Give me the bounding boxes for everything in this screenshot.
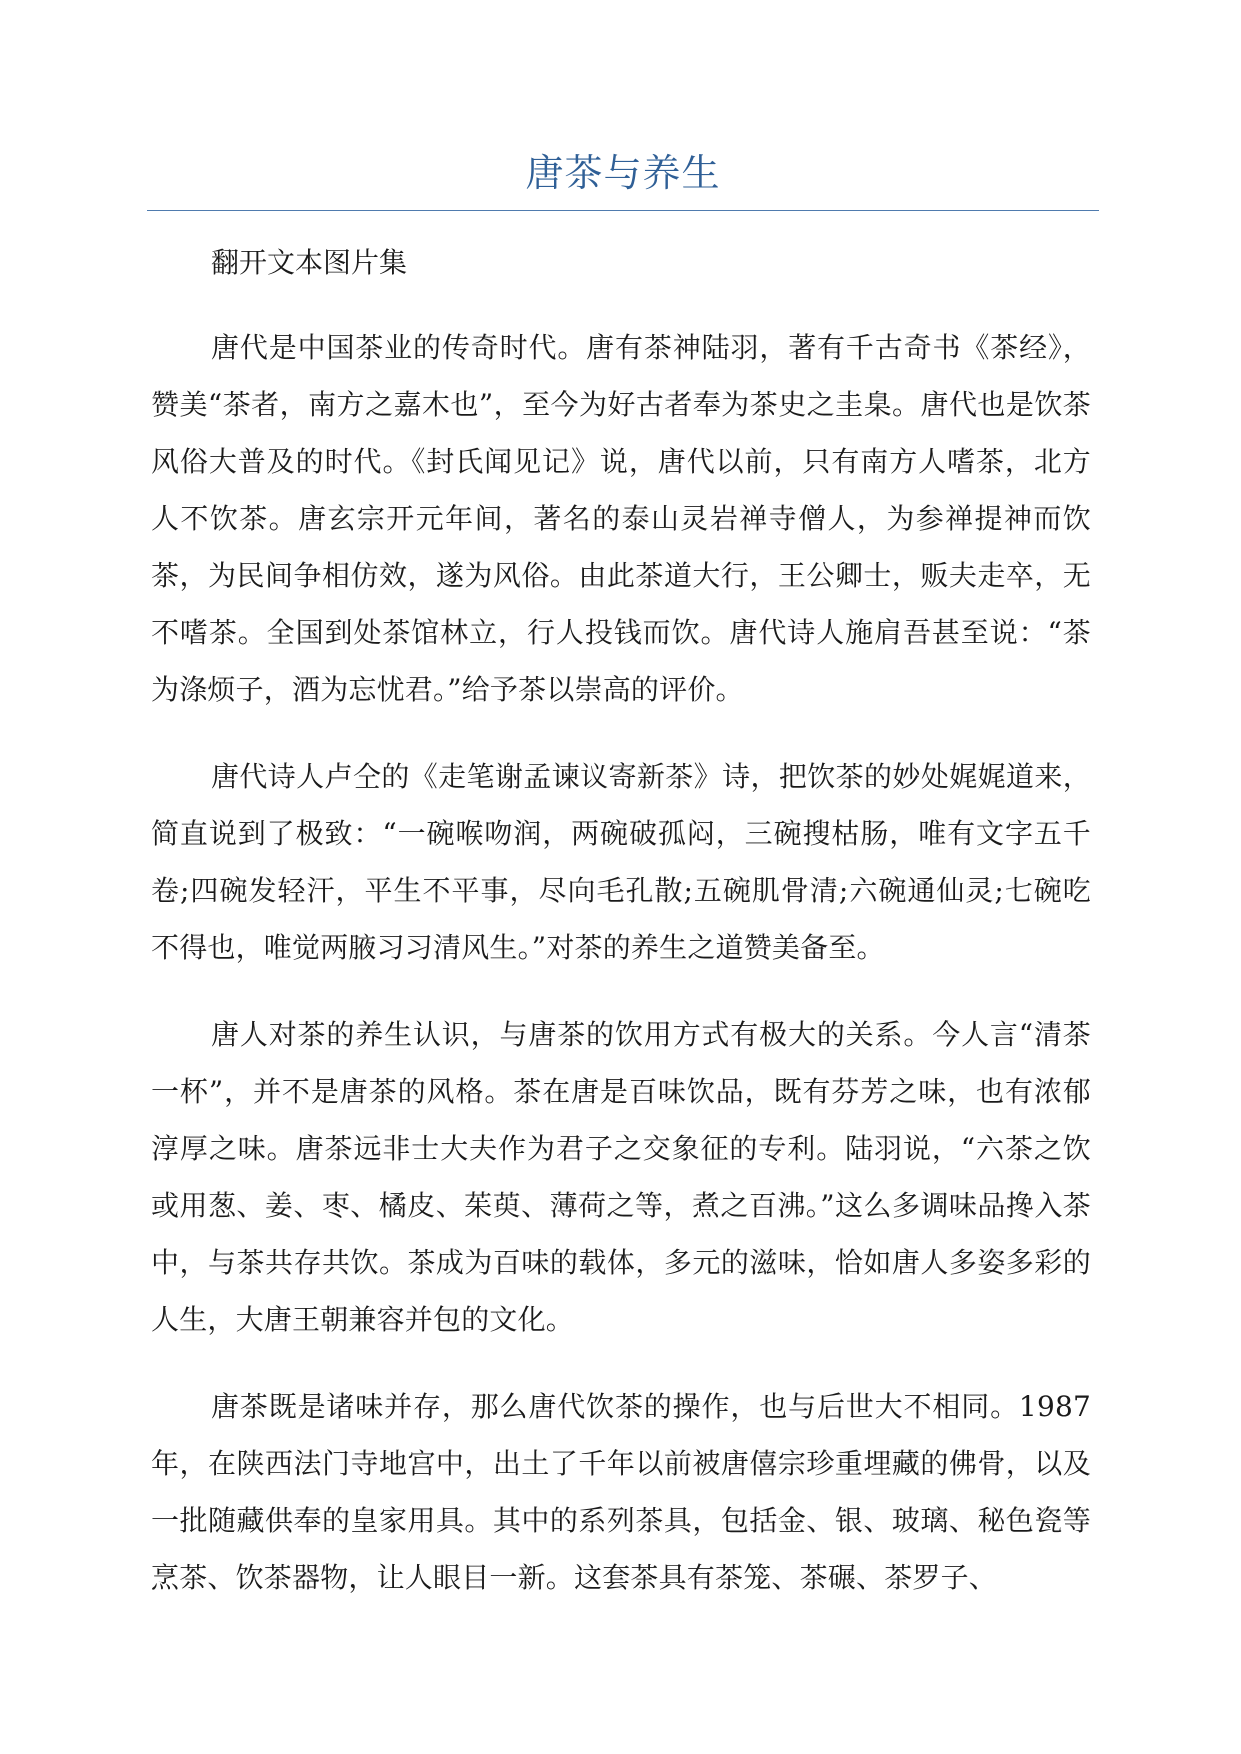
title-block: [147, 146, 1099, 211]
document-body: [151, 234, 1091, 1636]
page-title: 唐茶与养生: [525, 151, 721, 195]
paragraph-3: 唐人对茶的养生认识，与唐茶的饮用方式有极大的关系。今人言“清茶一杯”，并不是唐茶的风格。茶在唐是百味饮品，既有芬芳之味，也有浓郁淳厚之味。唐茶远非士大夫作为君子之交象征的专利。陆羽说，“六茶之饮或用葱、姜、枣、橘皮、茱萸、薄荷之等，煮之百沸。”这么多调味品搀入茶中，与茶共存共饮。茶成为百味的载体，多元的滋味，恰如唐人多姿多彩的人生，大唐王朝兼容并包的文化。: [151, 1018, 1091, 1336]
paragraph-2: 唐代诗人卢仝的《走笔谢孟谏议寄新茶》诗，把饮茶的妙处娓娓道来，简直说到了极致：“一碗喉吻润，两碗破孤闷，三碗搜枯肠，唯有文字五千卷;四碗发轻汗，平生不平事，尽向毛孔散;五碗肌骨清;六碗通仙灵;七碗吃不得也，唯觉两腋习习清风生。”对茶的养生之道赞美备至。: [151, 760, 1091, 964]
subheading: 翻开文本图片集: [211, 246, 408, 279]
paragraph-4: 唐茶既是诸味并存，那么唐代饮茶的操作，也与后世大不相同。1987年，在陕西法门寺地宫中，出土了千年以前被唐僖宗珍重埋藏的佛骨，以及一批随藏供奉的皇家用具。其中的系列茶具，包括金、银、玻璃、秘色瓷等烹茶、饮茶器物，让人眼目一新。这套茶具有茶笼、茶碾、茶罗子、: [151, 1390, 1091, 1594]
paragraph-1: 唐代是中国茶业的传奇时代。唐有茶神陆羽，著有千古奇书《茶经》，赞美“茶者，南方之嘉木也”，至今为好古者奉为茶史之圭臬。唐代也是饮茶风俗大普及的时代。《封氏闻见记》说，唐代以前，只有南方人嗜茶，北方人不饮茶。唐玄宗开元年间，著名的泰山灵岩禅寺僧人，为参禅提神而饮茶，为民间争相仿效，遂为风俗。由此茶道大行，王公卿士，贩夫走卒，无不嗜茶。全国到处茶馆林立，行人投钱而饮。唐代诗人施肩吾甚至说：“茶为涤烦子，酒为忘忧君。”给予茶以崇高的评价。: [151, 331, 1091, 706]
